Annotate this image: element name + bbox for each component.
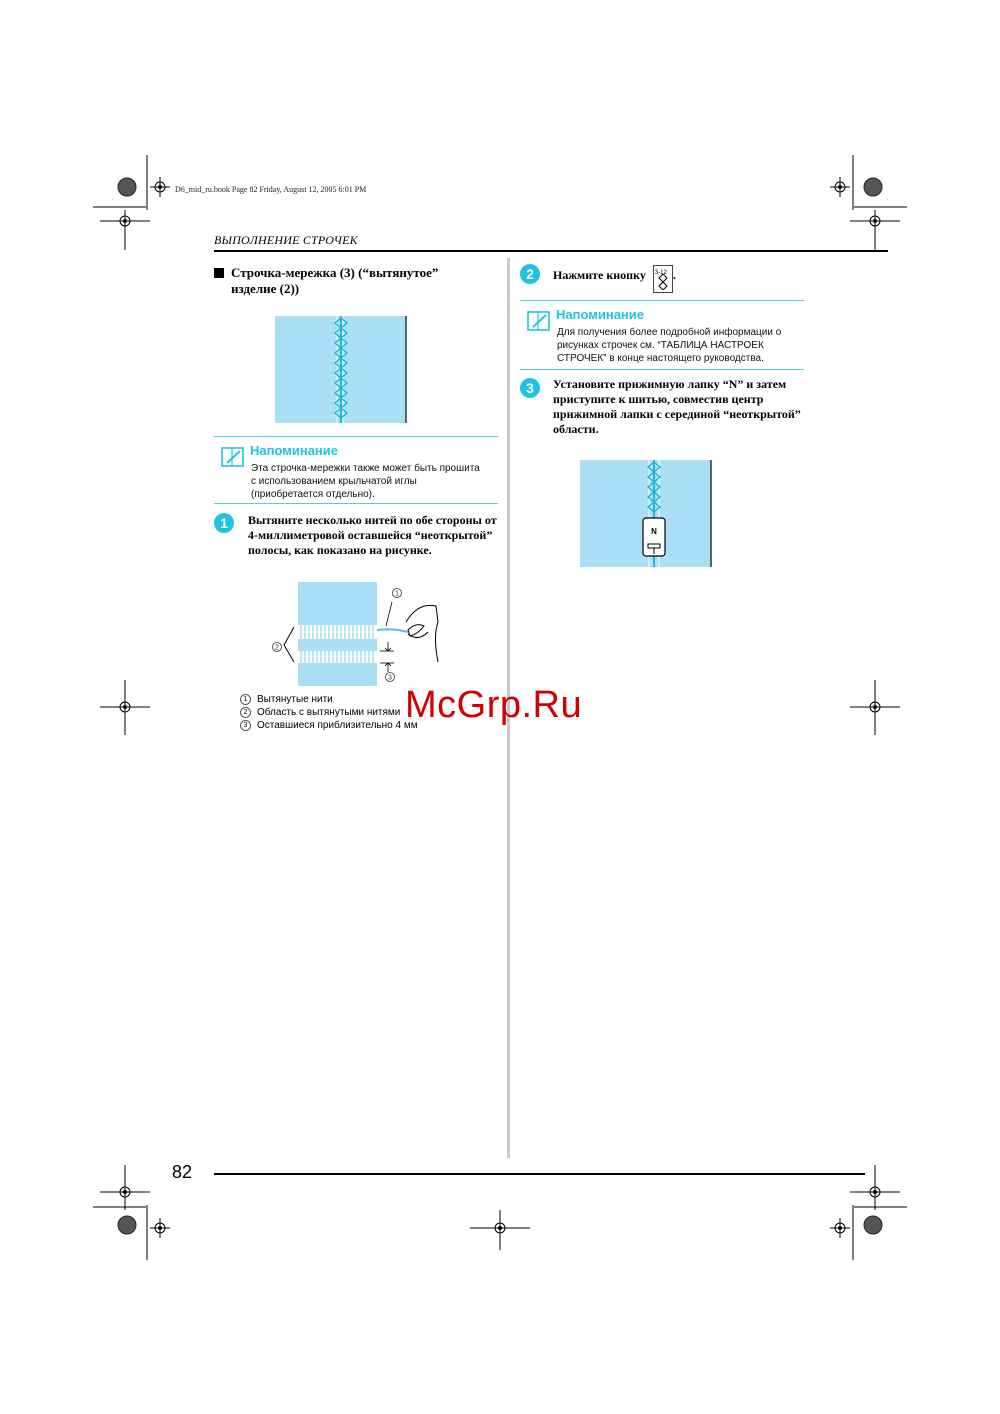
legend-number: 3 xyxy=(240,720,251,731)
note-line: Для получения более подробной информации о xyxy=(557,327,782,338)
section-header: ВЫПОЛНЕНИЕ СТРОЧЕК xyxy=(214,233,358,247)
step-number-3: 3 xyxy=(520,378,540,398)
step-line: Вытяните несколько нитей по обе стороны от xyxy=(248,513,497,527)
legend-label: Оставшиеся приблизительно 4 мм xyxy=(257,720,418,731)
step-2-text: Нажмите кнопку 3-12 . xyxy=(553,265,803,293)
legend-number: 1 xyxy=(240,694,251,705)
note-line: с использованием крыльчатой иглы xyxy=(251,476,417,487)
print-info: D6_mid_ru.book Page 82 Friday, August 12, 2005 6:01 PM xyxy=(175,185,367,194)
callout-1: 1 xyxy=(395,590,399,598)
section-title xyxy=(214,265,494,297)
page-number: 82 xyxy=(172,1162,193,1182)
foot-label: N xyxy=(651,527,657,536)
watermark: McGrp.Ru xyxy=(405,684,583,726)
note-line: СТРОЧЕК” в конце настоящего руководства. xyxy=(557,353,764,364)
step-number-1: 1 xyxy=(214,513,234,533)
bullet-square-icon xyxy=(214,268,224,278)
step-line: области. xyxy=(553,422,599,436)
title-line-1: Строчка-мережка (3) (“вытянутое” xyxy=(231,265,439,280)
callout-3: 3 xyxy=(388,674,392,682)
step-number-2: 2 xyxy=(520,264,540,284)
step-3-text xyxy=(553,377,813,437)
stitch-button[interactable] xyxy=(653,265,673,293)
reminder-note-1 xyxy=(214,436,498,504)
legend-label: Вытянутые нити xyxy=(257,694,333,705)
note-body xyxy=(251,462,501,501)
note-pen-icon xyxy=(527,310,551,332)
footer-rule xyxy=(214,1173,865,1175)
step-2-label: Нажмите кнопку xyxy=(553,268,646,282)
stitch-sample-figure xyxy=(275,316,407,424)
legend-label: Область с вытянутыми нитями xyxy=(257,707,401,718)
note-title: Напоминание xyxy=(556,307,645,322)
step-line: приступите к шитью, совместив центр xyxy=(553,392,764,406)
note-line: Эта строчка-мережки также может быть прошита xyxy=(251,463,480,474)
presser-foot-figure xyxy=(580,460,712,568)
reminder-note-2 xyxy=(520,300,804,370)
title-line-2: изделие (2)) xyxy=(231,281,300,296)
note-line: (приобретается отдельно). xyxy=(251,489,375,500)
step-1-text xyxy=(248,513,503,558)
stitch-button-label: 3-12 xyxy=(654,270,667,276)
note-pen-icon xyxy=(221,446,245,468)
note-title: Напоминание xyxy=(250,443,339,458)
note-body xyxy=(557,326,807,365)
legend-number: 2 xyxy=(240,707,251,718)
note-line: рисунках строчек см. “ТАБЛИЦА НАСТРОЕК xyxy=(557,340,764,351)
step-line: 4-миллиметровой оставшейся “неоткрытой” xyxy=(248,528,493,542)
cross-stitch-icon xyxy=(658,274,668,290)
step-line: прижимной лапки с серединой “неоткрытой” xyxy=(553,407,801,421)
step-line: полосы, как показано на рисунке. xyxy=(248,543,432,557)
header-rule xyxy=(214,250,888,252)
step-line: Установите прижимную лапку “N” и затем xyxy=(553,377,787,391)
callout-2: 2 xyxy=(275,644,279,652)
pulled-threads-figure xyxy=(268,582,443,687)
